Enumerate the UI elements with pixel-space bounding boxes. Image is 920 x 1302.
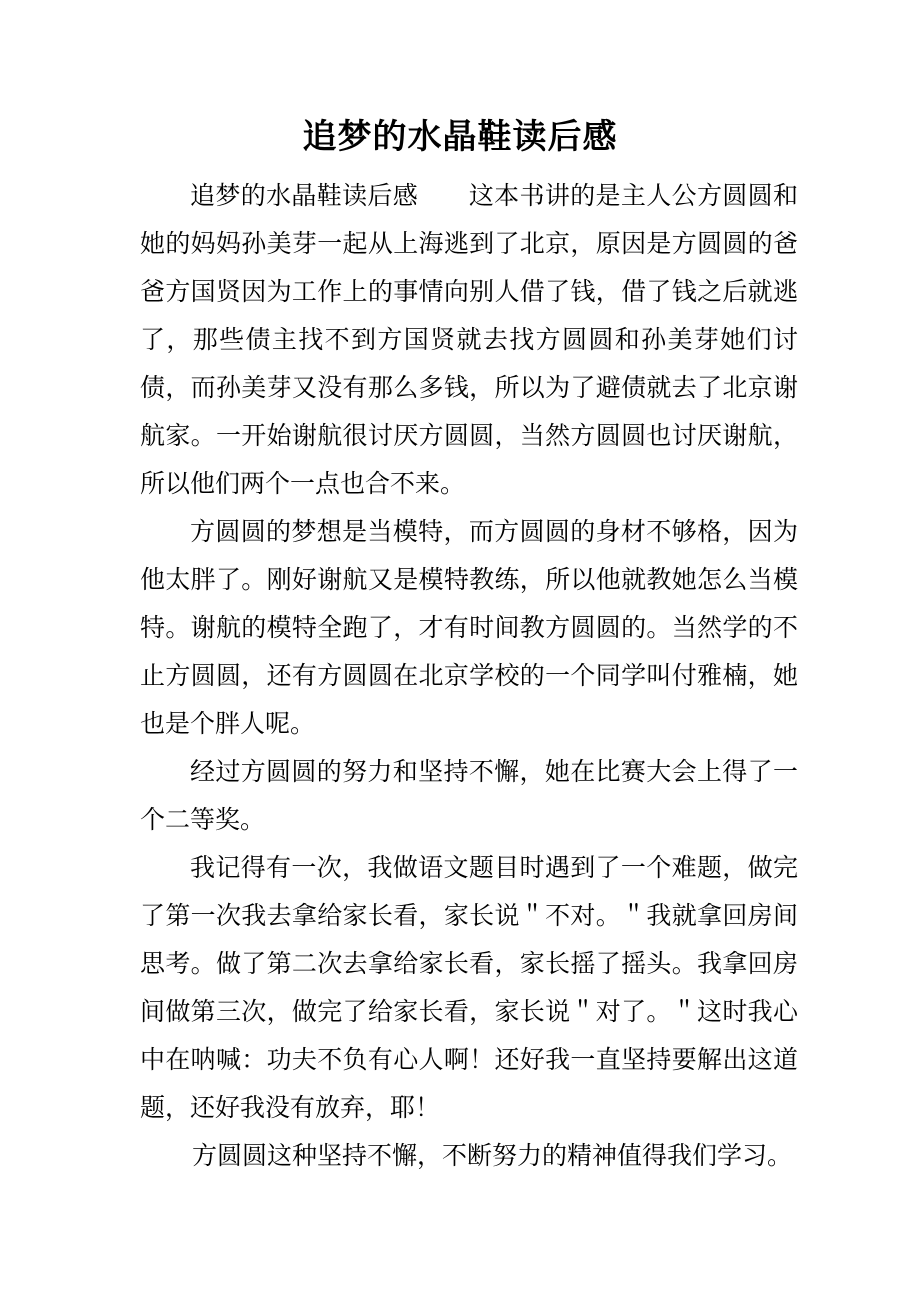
paragraph-4: 我记得有一次，我做语文题目时遇到了一个难题，做完了第一次我去拿给家长看，家长说＂不对。＂我就拿回房间思考。做了第二次去拿给家长看，家长摇了摇头。我拿回房间做第三次，做完了给家长看，家长说＂对了。＂这时我心中在呐喊：功夫不负有心人啊！还好我一直坚持要解出这道题，还好我没有放弃，耶！: [140, 853, 798, 1122]
document-body: [140, 172, 798, 1180]
document-title: 追梦的水晶鞋读后感: [302, 117, 618, 157]
paragraph-5: 方圆圆这种坚持不懈，不断努力的精神值得我们学习。: [192, 1141, 793, 1170]
paragraph-3: 经过方圆圆的努力和坚持不懈，她在比赛大会上得了一个二等奖。: [140, 757, 798, 834]
paragraph-1: 追梦的水晶鞋读后感 这本书讲的是主人公方圆圆和她的妈妈孙美芽一起从上海逃到了北京，原因是方圆圆的爸爸方国贤因为工作上的事情向别人借了钱，借了钱之后就逃了，那些债主找不到方国贤就去找方圆圆和孙美芽她们讨债，而孙美芽又没有那么多钱，所以为了避债就去了北京谢航家。一开始谢航很讨厌方圆圆，当然方圆圆也讨厌谢航，所以他们两个一点也合不来。: [140, 181, 798, 498]
paragraph-2: 方圆圆的梦想是当模特，而方圆圆的身材不够格，因为他太胖了。刚好谢航又是模特教练，所以他就教她怎么当模特。谢航的模特全跑了，才有时间教方圆圆的。当然学的不止方圆圆，还有方圆圆在北京学校的一个同学叫付雅楠，她也是个胖人呢。: [140, 517, 798, 738]
